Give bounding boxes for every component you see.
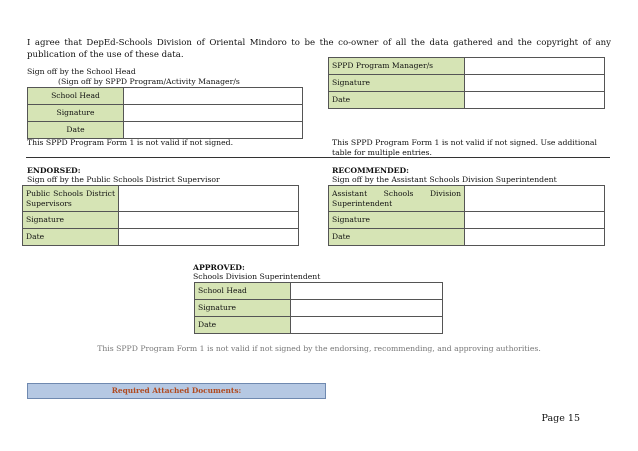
sds-date-label: Date (195, 317, 291, 334)
asds-name-field[interactable] (465, 186, 605, 212)
school-head-name-field[interactable] (124, 88, 303, 105)
recommended-title: RECOMMENDED: (332, 166, 409, 175)
district-supervisor-signature-label: Signature (23, 212, 119, 229)
sds-date-field[interactable] (291, 317, 443, 334)
endorsed-title: ENDORSED: (27, 166, 81, 175)
asds-date-label: Date (329, 229, 465, 246)
program-manager-date-field[interactable] (465, 92, 605, 109)
school-head-signoff-table (27, 87, 303, 139)
program-manager-note: This SPPD Program Form 1 is not valid if not signed. Use additional table for multiple entries. (332, 138, 597, 157)
program-manager-date-label: Date (329, 92, 465, 109)
school-head-signature-field[interactable] (124, 105, 303, 122)
school-head-date-field[interactable] (124, 122, 303, 139)
district-supervisor-label: Public Schools District Supervisors (23, 186, 119, 212)
approved-signoff-table (194, 282, 443, 334)
approved-title: APPROVED: (193, 263, 245, 272)
school-head-date-label: Date (28, 122, 124, 139)
district-supervisor-date-label: Date (23, 229, 119, 246)
endorsed-subheading: Sign off by the Public Schools District Supervisor (27, 175, 220, 184)
district-supervisor-date-field[interactable] (119, 229, 299, 246)
asds-signature-label: Signature (329, 212, 465, 229)
asds-label: Assistant Schools Division Superintendent (329, 186, 465, 212)
validity-footer-note: This SPPD Program Form 1 is not valid if not signed by the endorsing, recommending, and approving authorities. (97, 344, 541, 353)
school-head-label: School Head (28, 88, 124, 105)
school-head-heading: Sign off by the School Head (27, 67, 136, 76)
school-head-signature-label: Signature (28, 105, 124, 122)
district-supervisor-signature-field[interactable] (119, 212, 299, 229)
approved-subheading: Schools Division Superintendent (193, 272, 321, 281)
page-number: Page 15 (541, 413, 580, 424)
program-manager-label: SPPD Program Manager/s (329, 58, 465, 75)
asds-signature-field[interactable] (465, 212, 605, 229)
district-supervisor-name-field[interactable] (119, 186, 299, 212)
sds-name-field[interactable] (291, 283, 443, 300)
asds-date-field[interactable] (465, 229, 605, 246)
school-head-note: This SPPD Program Form 1 is not valid if not signed. (27, 138, 234, 147)
required-documents-bar: Required Attached Documents: (27, 383, 326, 399)
sds-school-head-label: School Head (195, 283, 291, 300)
program-manager-signoff-table (328, 57, 605, 109)
recommended-signoff-table (328, 185, 605, 246)
program-manager-signature-field[interactable] (465, 75, 605, 92)
recommended-subheading: Sign off by the Assistant Schools Division Superintendent (332, 175, 557, 184)
consent-statement: I agree that DepEd-Schools Division of Oriental Mindoro to be the co-owner of all the data gathered and the copyright of any publication of the use of these data. (27, 38, 611, 60)
program-manager-name-field[interactable] (465, 58, 605, 75)
endorsed-signoff-table (22, 185, 299, 246)
program-manager-signature-label: Signature (329, 75, 465, 92)
sds-signature-label: Signature (195, 300, 291, 317)
school-head-subheading: (Sign off by SPPD Program/Activity Manager/s (58, 77, 240, 86)
section-divider (26, 157, 610, 158)
sds-signature-field[interactable] (291, 300, 443, 317)
